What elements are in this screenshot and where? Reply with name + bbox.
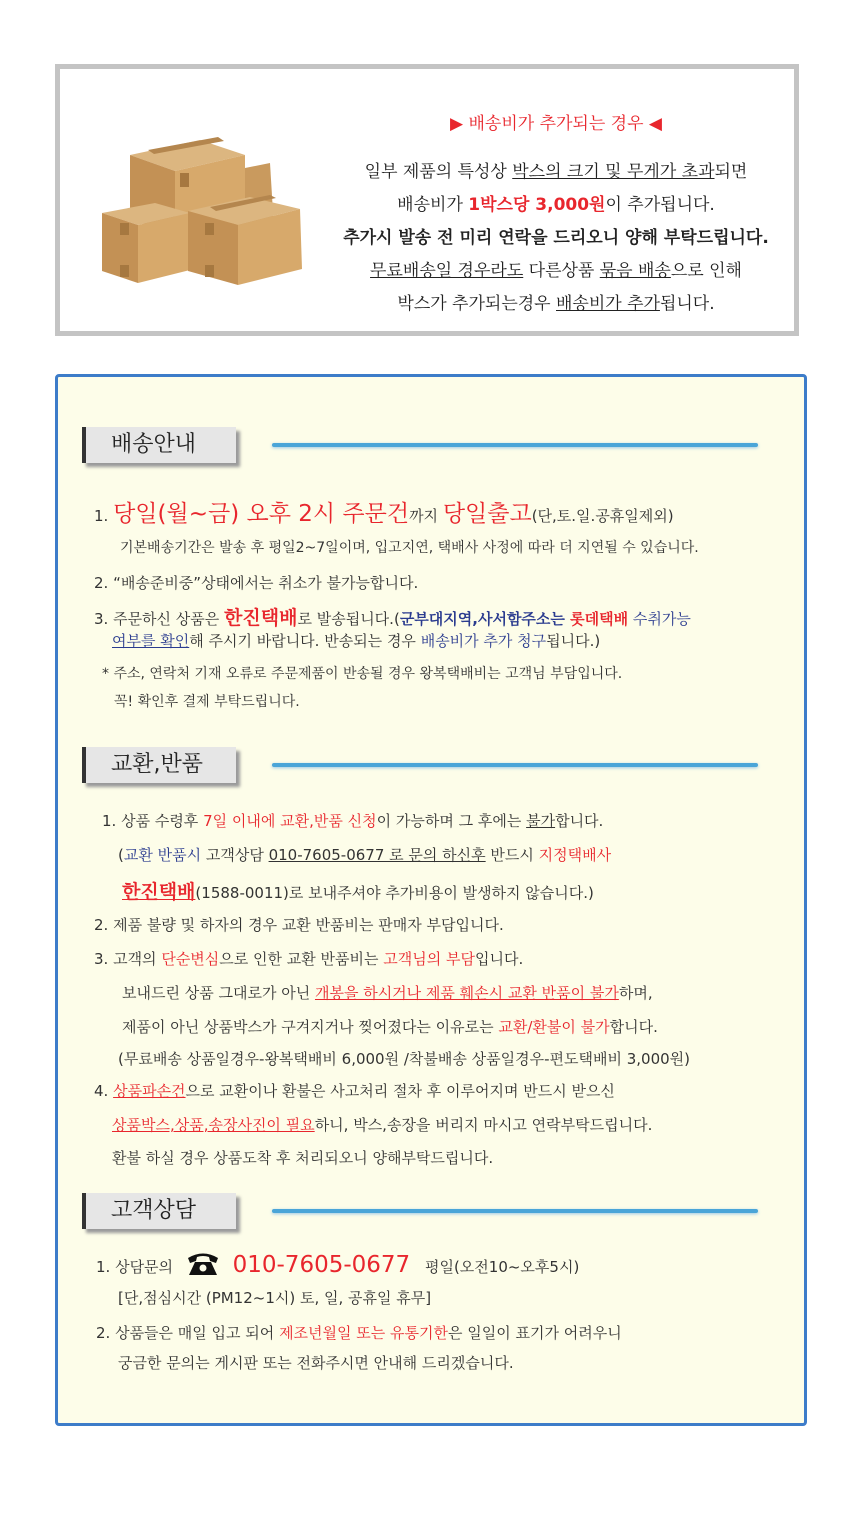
exchange-item-4-cont: 상품박스,상품,송장사진이 필요하니, 박스,송장을 버리지 마시고 연락부탁드립니다.: [112, 1116, 653, 1134]
notice-line-3: 추가시 발송 전 미리 연락을 드리오니 양해 부탁드립니다.: [343, 228, 769, 248]
section-divider: [272, 763, 758, 767]
exchange-item-1-courier: 한진택배(1588-0011)로 보내주셔야 추가비용이 발생하지 않습니다.): [122, 881, 594, 903]
notice-line-1: 일부 제품의 특성상 박스의 크기 및 무게가 초과되면: [364, 162, 748, 182]
exchange-item-1: 1. 상품 수령후 7일 이내에 교환,반품 신청이 가능하며 그 후에는 불가합니다.: [102, 812, 604, 830]
section-divider: [272, 1209, 758, 1213]
shipping-note-2: 꼭! 확인후 결제 부탁드립니다.: [114, 694, 300, 710]
cardboard-boxes-illustration: [100, 115, 310, 295]
shipping-note-1: * 주소, 연락처 기재 오류로 주문제품이 반송될 경우 왕복택배비는 고객님 부담입니다.: [102, 666, 623, 682]
exchange-item-2: 2. 제품 불량 및 하자의 경우 교환 반품비는 판매자 부담입니다.: [94, 916, 504, 934]
consult-section-title: 고객상담: [82, 1193, 236, 1229]
exchange-item-4-refund: 환불 하실 경우 상품도착 후 처리되오니 양해부탁드립니다.: [112, 1149, 494, 1167]
shipping-item-1-sub: 기본배송기간은 발송 후 평일2~7일이며, 입고지연, 택배사 사정에 따라 더 지연될 수 있습니다.: [120, 540, 699, 556]
consult-item-1: 1. 상담문의 010-7605-0677 평일(오전10~오후5시): [96, 1252, 580, 1278]
extra-shipping-notice: [55, 64, 799, 336]
exchange-item-1-contact: (교환 반품시 고객상담 010-7605-0677 로 문의 하신후 반드시 지정택배사: [118, 846, 612, 864]
exchange-item-3-cont-1: 보내드린 상품 그대로가 아닌 개봉을 하시거나 제품 훼손시 교환 반품이 불가하며,: [122, 984, 653, 1002]
exchange-item-3-fees: (무료배송 상품일경우-왕복택배비 6,000원 /착불배송 상품일경우-편도택배비 3,000원): [118, 1050, 691, 1068]
exchange-item-3: 3. 고객의 단순변심으로 인한 교환 반품비는 고객님의 부담입니다.: [94, 950, 524, 968]
exchange-section-title: 교환,반품: [82, 747, 236, 783]
consult-item-1-hours: [단,점심시간 (PM12~1시) 토, 일, 공휴일 휴무]: [118, 1289, 432, 1307]
shipping-section-title: 배송안내: [82, 427, 236, 463]
guide-panel: [55, 374, 807, 1426]
notice-line-5: 박스가 추가되는경우 배송비가 추가됩니다.: [397, 294, 715, 314]
notice-line-4: 무료배송일 경우라도 다른상품 묶음 배송으로 인해: [370, 261, 742, 281]
shipping-item-3: 3. 주문하신 상품은 한진택배로 발송됩니다.(군부대지역,사서함주소는 롯데택배 수취가능: [94, 607, 691, 629]
section-divider: [272, 443, 758, 447]
consult-item-2-cont: 궁금한 문의는 게시판 또는 전화주시면 안내해 드리겠습니다.: [118, 1354, 514, 1372]
exchange-item-4: 4. 상품파손건으로 교환이나 환불은 사고처리 절차 후 이루어지며 반드시 받으신: [94, 1082, 615, 1100]
shipping-item-3-cont: 여부를 확인해 주시기 바랍니다. 반송되는 경우 배송비가 추가 청구됩니다.): [112, 632, 601, 650]
consult-item-2: 2. 상품들은 매일 입고 되어 제조년월일 또는 유통기한은 일일이 표기가 어려우니: [96, 1324, 622, 1342]
shipping-item-1: 1. 당일(월~금) 오후 2시 주문건까지 당일출고(단,토.일.공휴일제외): [94, 501, 674, 527]
telephone-icon: [186, 1251, 220, 1277]
shipping-item-2: 2. “배송준비중”상태에서는 취소가 불가능합니다.: [94, 574, 419, 592]
exchange-item-3-cont-2: 제품이 아닌 상품박스가 구겨지거나 찢어졌다는 이유로는 교환/환불이 불가합니다.: [122, 1018, 658, 1036]
notice-line-2: 배송비가 1박스당 3,000원이 추가됩니다.: [397, 195, 715, 215]
notice-heading: ▶ 배송비가 추가되는 경우 ◀: [450, 114, 662, 134]
